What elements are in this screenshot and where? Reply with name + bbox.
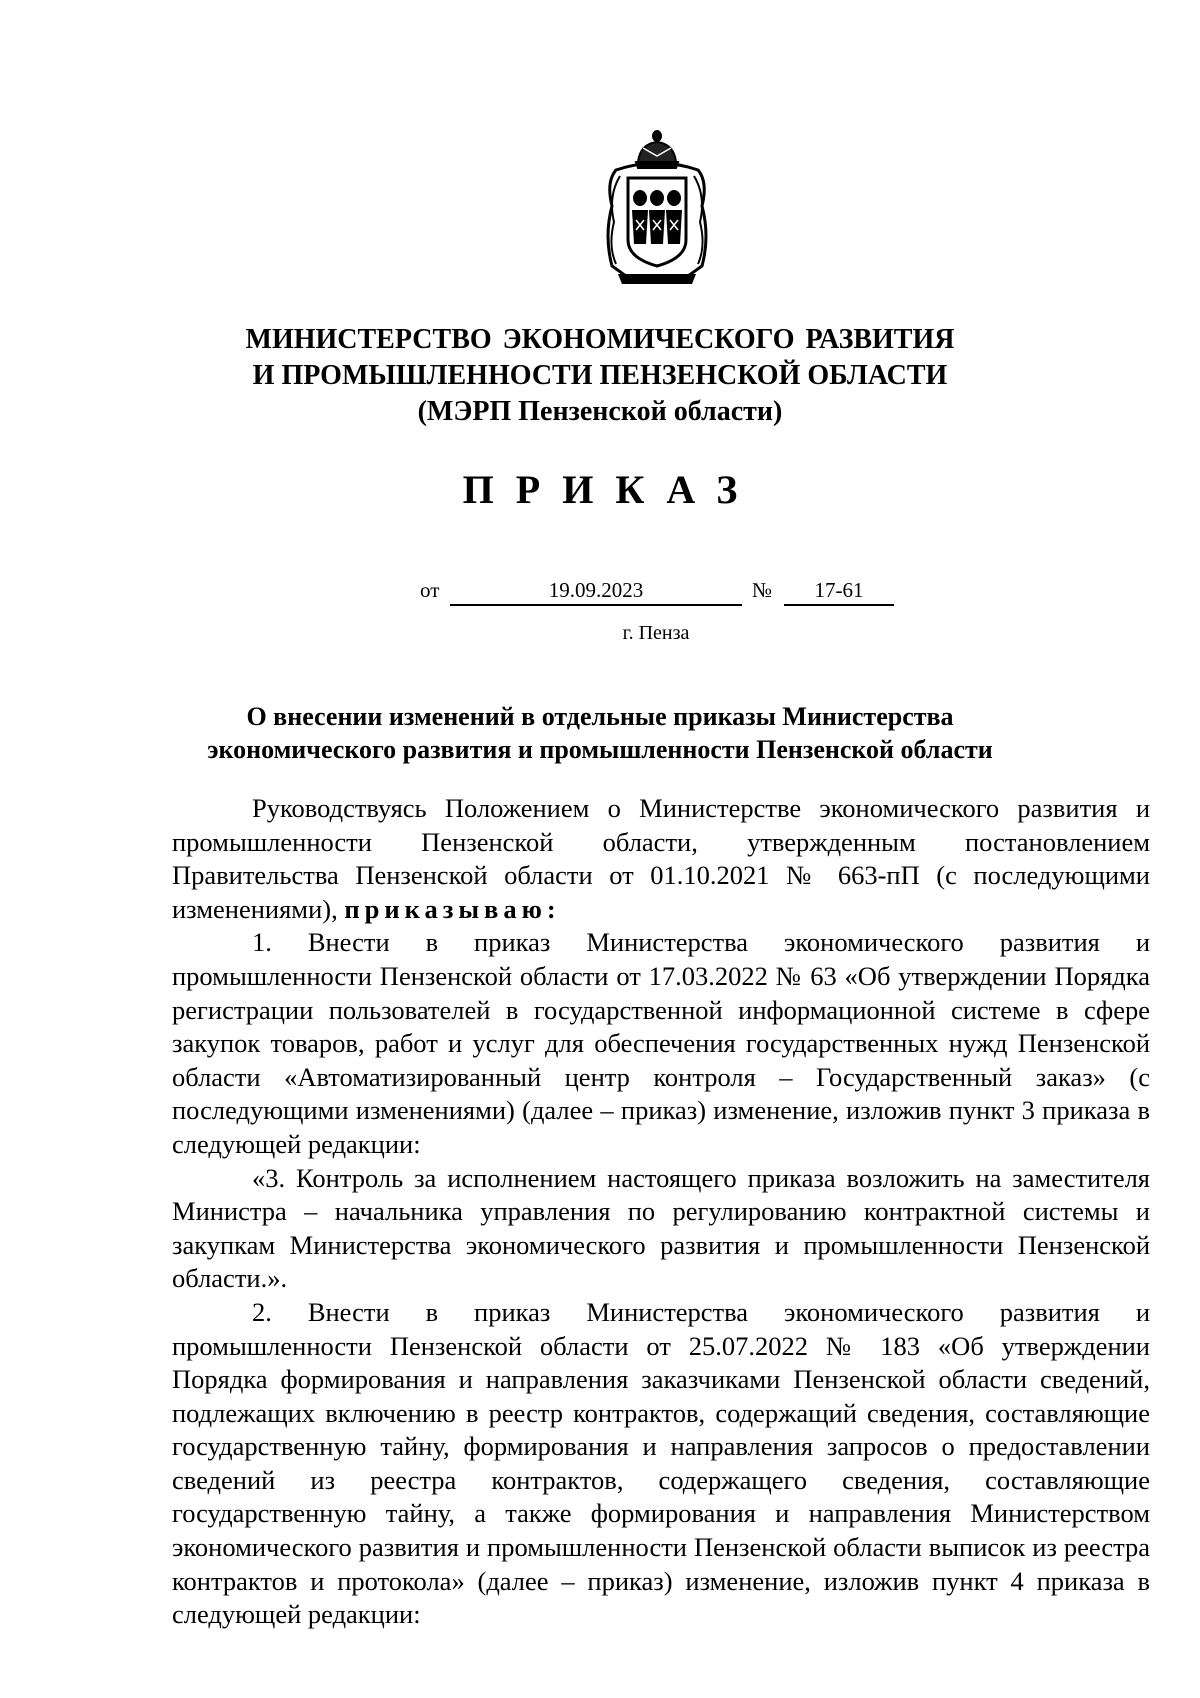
number-label: № bbox=[752, 578, 773, 602]
preamble-text: Руководствуясь Положением о Министерстве экономического развития и промышленности Пензенской области, утвержденным постановлением Правительства Пензенской области от 01.10.2021 № 663-пП (с последующими изменениями), bbox=[172, 793, 1150, 924]
paragraph-item-1-quote: «3. Контроль за исполнением настоящего приказа возложить на заместителя Министра – начальника управления по регулированию контрактной системы и закупкам Министерства экономического развития и промышленности Пензенской области.». bbox=[172, 1162, 1150, 1294]
ministry-name bbox=[0, 322, 1200, 430]
document-body bbox=[172, 792, 1150, 1632]
ministry-line-1: МИНИСТЕРСТВО ЭКОНОМИЧЕСКОГО РАЗВИТИЯ bbox=[245, 324, 955, 355]
date-label: от bbox=[420, 578, 440, 602]
document-type: ПРИКАЗ bbox=[462, 467, 760, 512]
document-subject bbox=[0, 700, 1200, 766]
paragraph-item-1: 1. Внести в приказ Министерства экономического развития и промышленности Пензенской области от 17.03.2022 № 63 «Об утверждении Порядка регистрации пользователей в государственной информационной системе в сфере закупок товаров, работ и услуг для обеспечения государственных нужд Пензенской области «Автоматизированный центр контроля – Государственный заказ» (с последующими изменениями) (далее – приказ) изменение, изложив пункт 3 приказа в следующей редакции: bbox=[172, 927, 1150, 1159]
ministry-line-2: И ПРОМЫШЛЕННОСТИ ПЕНЗЕНСКОЙ ОБЛАСТИ bbox=[252, 360, 948, 391]
city: г. Пенза bbox=[622, 622, 690, 644]
paragraph-preamble bbox=[172, 792, 1150, 926]
ministry-short-name: (МЭРП Пензенской области) bbox=[417, 396, 783, 427]
date-number-line bbox=[0, 578, 1200, 606]
order-keyword: приказываю: bbox=[344, 893, 561, 924]
coat-of-arms-icon bbox=[598, 126, 716, 286]
paragraph-item-2: 2. Внести в приказ Министерства экономического развития и промышленности Пензенской области от 25.07.2022 № 183 «Об утверждении Порядка формирования и направления заказчиками Пензенской области сведений, подлежащих включению в реестр контрактов, содержащий сведения, составляющие государственную тайну, формирования и направления запросов о предоставлении сведений из реестра контрактов, содержащего сведения, составляющие государственную тайну, а также формирования и направления Министерством экономического развития и промышленности Пензенской области выписок из реестра контрактов и протокола» (далее – приказ) изменение, изложив пункт 4 приказа в следующей редакции: bbox=[172, 1296, 1150, 1630]
subject-line-1: О внесении изменений в отдельные приказы Министерства bbox=[246, 702, 954, 731]
subject-line-2: экономического развития и промышленности Пензенской области bbox=[207, 735, 993, 764]
document-date: 19.09.2023 bbox=[450, 578, 742, 606]
document-number: 17-61 bbox=[784, 578, 894, 606]
